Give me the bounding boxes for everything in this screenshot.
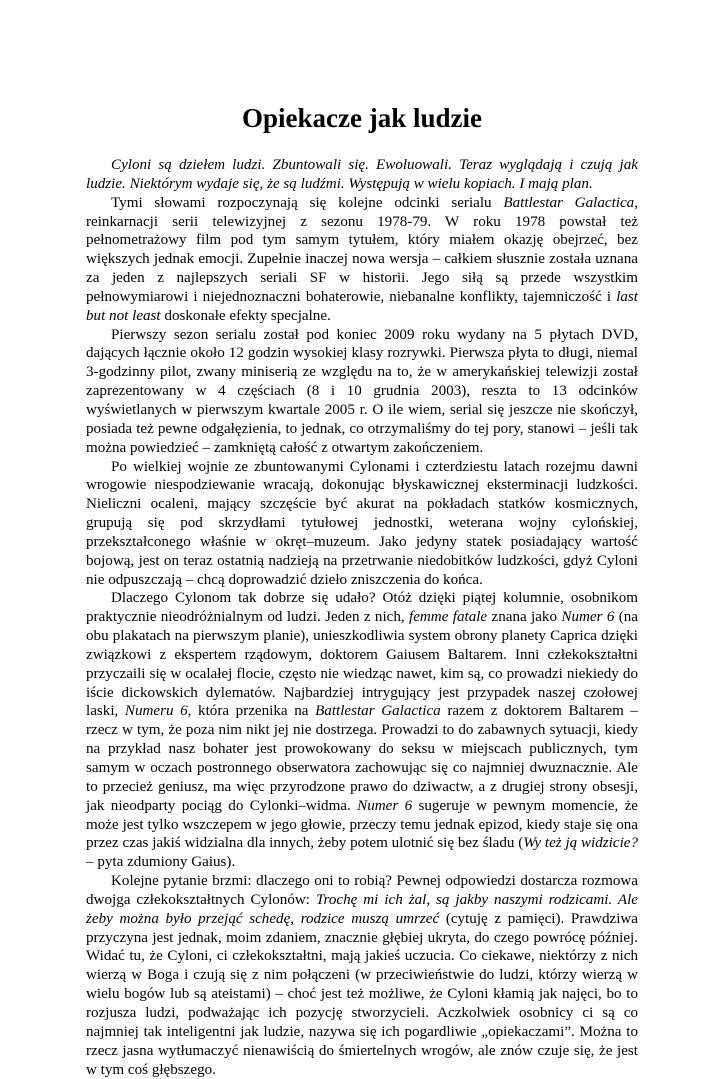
italic-text-run: Wy też ją widzicie? <box>523 835 639 852</box>
italic-text-run: Numer 6 <box>561 609 615 626</box>
paragraph-intro-quote <box>86 156 638 194</box>
italic-text-run: Trochę mi ich żal, są jakby naszymi rodzicami. Ale żeby można było przejąć schedę, rodzice muszą umrzeć <box>86 891 638 927</box>
italic-text-run: last but not least <box>86 288 638 324</box>
text-run: , reinkarnacji serii telewizyjnej z sezonu 1978-79. W roku 1978 powstał też pełnometrażowy film pod tym samym tytułem, który miałem okazję obejrzeć, bez większych jednak emocji. Zupełnie inaczej nowa wersja – całkiem słusznie została uznana za jeden z najlepszych seriali SF w historii. Jego siłą są przede wszystkim pełnowymiarowi i niejednoznaczni bohaterowie, niebanalne konflikty, tajemniczość i <box>86 194 638 305</box>
text-run: , która przenika na <box>187 703 316 720</box>
text-run: Kolejne pytanie brzmi: dlaczego oni to robią? Pewnej odpowiedzi dostarcza rozmowa dwojga człekokształtnych Cylonów: <box>86 873 638 908</box>
italic-text-run: femme fatale <box>409 609 488 626</box>
text-run: – pyta zdumiony Gaius). <box>86 854 236 871</box>
italic-text-run: Numeru 6 <box>124 703 188 720</box>
paragraph-fifth-column <box>86 589 638 872</box>
text-run: . <box>588 175 593 192</box>
italic-text-run: Battlestar Galactica <box>503 194 635 211</box>
text-run: (cytuję z pamięci). Prawdziwa przyczyna jest jednak, moim zdaniem, znacznie głębiej ukryta, do czego powrócę później. Widać tu, że Cyloni, ci człekokształtni, mają jakieś uczucia. Co ciekawe, niektórzy z nich wierzą w Boga i czują się z nim połączeni (w przeciwieństwie do ludzi, którzy wierzą w wielu bogów lub są ateistami) – choć jest też możliwe, że Cyloni kłamią jak najęci, bo to rozjusza ludzi, podważając ich pozycję stworzycieli. Aczkolwiek osobnicy ci są co najmniej tak inteligentni jak ludzie, nazywa się ich pogardliwie „opiekaczami”. Można to rzecz jasna wytłumaczyć nienawiścią do śmiertelnych wrogów, ale znów czuje się, że jest w tym coś głębszego. <box>86 910 638 1078</box>
text-run: Tymi słowami rozpoczynają się kolejne odcinki serialu <box>111 194 504 211</box>
page-title: Opiekacze jak ludzie <box>242 103 482 133</box>
article-body <box>86 156 638 1079</box>
italic-text-run: Numer 6 <box>357 797 413 814</box>
paragraph-dvd-release <box>86 326 638 458</box>
text-run: Dlaczego Cylonom tak dobrze się udało? Otóż dzięki piątej kolumnie, osobnikom praktycznie nieodróżnialnym od ludzi. Jeden z nich, <box>86 590 638 626</box>
text-run: (na obu plakatach na pierwszym planie), unieszkodliwia system obrony planety Caprica dzięki związkowi z ekspertem rządowym, doktorem Gaiusem Baltarem. Inni człekokształtni przyczaili się w ocalałej flocie, często nie wiedząc nawet, kim są, co prowadzi niekiedy do iście dickowskich dylematów. Najbardziej intrygujący jest przypadek naszej czołowej laski, <box>86 609 638 720</box>
paragraph-motives <box>86 872 638 1079</box>
paragraph-series-intro <box>86 194 638 326</box>
italic-text-run: Cyloni są dziełem ludzi. Zbuntowali się. Ewoluowali. Teraz wyglądają i czują jak ludzie. Niektórym wydaje się, że są ludźmi. Występują w wielu kopiach. I mają plan <box>86 157 638 192</box>
text-run: Pierwszy sezon serialu został pod koniec 2009 roku wydany na 5 płytach DVD, dających łącznie około 12 godzin wysokiej klasy rozrywki. Pierwsza płyta to długi, niemal 3-godzinny pilot, zwany miniserią ze względu na to, że w amerykańskiej telewizji został zaprezentowany w 4 częściach (8 i 10 grudnia 2003), reszta to 13 odcinków wyświetlanych w pierwszym kwartale 2005 r. O ile wiem, serial się jeszcze nie skończył, posiada też pewne odgałęzienia, to jednak, co otrzymaliśmy do tej pory, stanowi – jeśli tak można powiedzieć – zamkniętą całość z otwartym zakończeniem. <box>86 326 638 456</box>
text-run: Po wielkiej wojnie ze zbuntowanymi Cylonami i czterdziestu latach rozejmu dawni wrogowie niespodziewanie wracają, dokonując błyskawicznej eksterminacji ludzkości. Nieliczni ocaleni, mający szczęście być akurat na pokładach statków kosmicznych, grupują się pod skrzydłami tytułowej jednostki, weterana wojny cylońskiej, przekształconego właśnie w okręt–muzeum. Jako jedyny statek posiadający wartość bojową, jest on teraz ostatnią nadzieją na przetrwanie niedobitków ludzkości, gdyż Cyloni nie odpuszczają – chcą doprowadzić dzieło zniszczenia do końca. <box>86 458 638 588</box>
text-run: sugeruje w pewnym momencie, że może jest tylko wszczepem w jego głowie, przeczy temu jednak epizod, kiedy staje się ona przez czas jakiś widzialna dla innych, żeby potem ulotnić się bez śladu ( <box>86 797 638 852</box>
text-run: razem z doktorem Baltarem – rzecz w tym, że poza nim nikt jej nie dostrzega. Prowadzi to do zabawnych sytuacji, kiedy na przykład nasz bohater jest prowokowany do seksu w miejscach publicznych, tym samym w oczach postronnego obserwatora zachowując się co najmniej dwuznacznie. Ale to przecież geniusz, ma więc przyrodzone prawo do dziwactw, a z drugiej strony obsesji, jak nieodparty pociąg do Cylonki–widma. <box>86 703 638 814</box>
text-run: znana jako <box>487 609 562 626</box>
paragraph-war-plot <box>86 458 638 590</box>
text-run: doskonałe efekty specjalne. <box>160 307 331 324</box>
italic-text-run: Battlestar Galactica <box>315 703 441 720</box>
